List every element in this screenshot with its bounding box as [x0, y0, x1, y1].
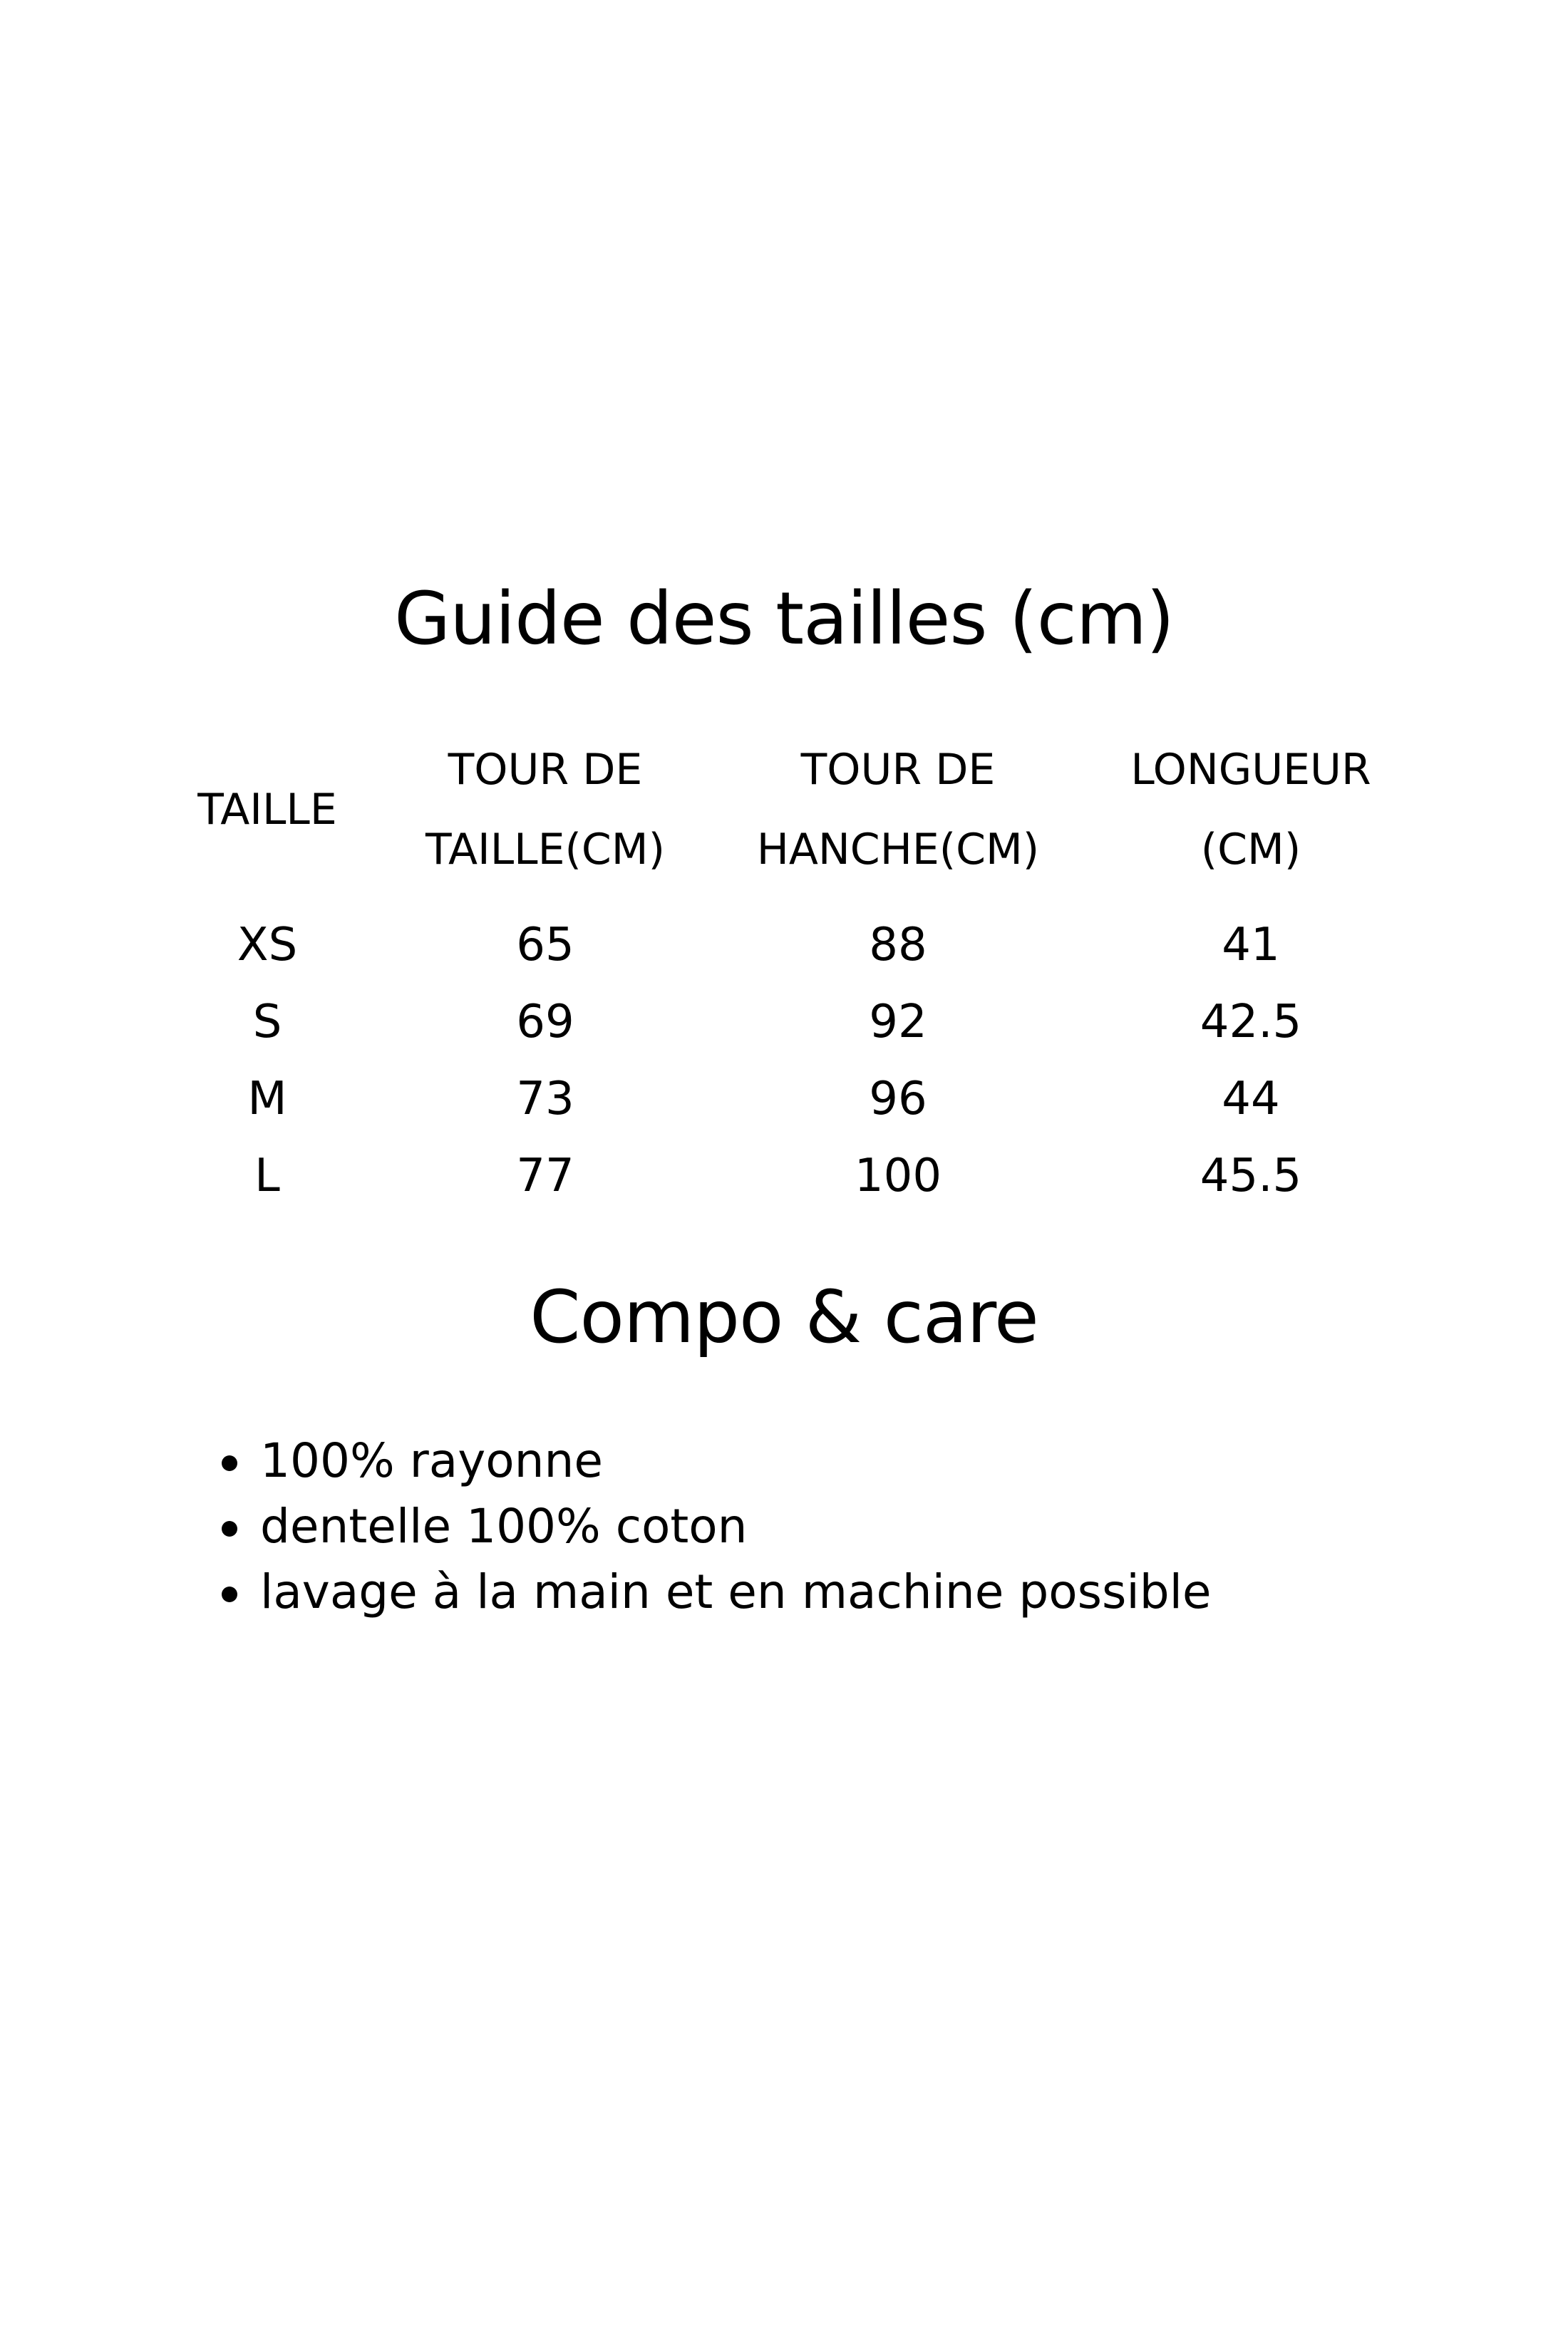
table-cell: 69: [516, 996, 574, 1048]
header-size: TAILLE: [197, 785, 337, 835]
table-cell: 45.5: [1200, 1150, 1302, 1202]
care-title: Compo & care: [530, 1275, 1038, 1360]
table-cell: 65: [516, 919, 574, 971]
table-cell: 92: [869, 996, 927, 1048]
table-cell: 96: [869, 1073, 927, 1125]
table-cell: 41: [1222, 919, 1280, 971]
table-cell: 42.5: [1200, 996, 1302, 1048]
list-item: [217, 1559, 1212, 1625]
table-cell: 100: [854, 1150, 942, 1202]
table-cell: 88: [869, 919, 927, 971]
care-list: [217, 1428, 1212, 1625]
list-item-text: 100% rayonne: [260, 1433, 603, 1488]
table-cell: S: [252, 996, 282, 1048]
bullet-icon: [222, 1587, 237, 1602]
list-item-text: dentelle 100% coton: [260, 1499, 748, 1554]
table-cell: L: [254, 1150, 280, 1202]
table-cell: 73: [516, 1073, 574, 1125]
header-length-line1: LONGUEUR: [1130, 745, 1371, 795]
table-cell: 44: [1222, 1073, 1280, 1125]
table-cell: M: [247, 1073, 287, 1125]
size-guide-title: Guide des tailles (cm): [394, 577, 1174, 661]
bullet-icon: [222, 1455, 237, 1471]
table-cell: 77: [516, 1150, 574, 1202]
table-cell: XS: [237, 919, 298, 971]
list-item-text: lavage à la main et en machine possible: [260, 1564, 1212, 1619]
header-hip-line1: TOUR DE: [800, 745, 996, 795]
list-item: [217, 1494, 1212, 1559]
bullet-icon: [222, 1521, 237, 1537]
header-waist-line2: TAILLE(CM): [425, 825, 665, 875]
header-hip-line2: HANCHE(CM): [756, 825, 1040, 875]
header-waist-line1: TOUR DE: [448, 745, 643, 795]
list-item: [217, 1428, 1212, 1494]
header-length-line2: (CM): [1200, 825, 1301, 875]
